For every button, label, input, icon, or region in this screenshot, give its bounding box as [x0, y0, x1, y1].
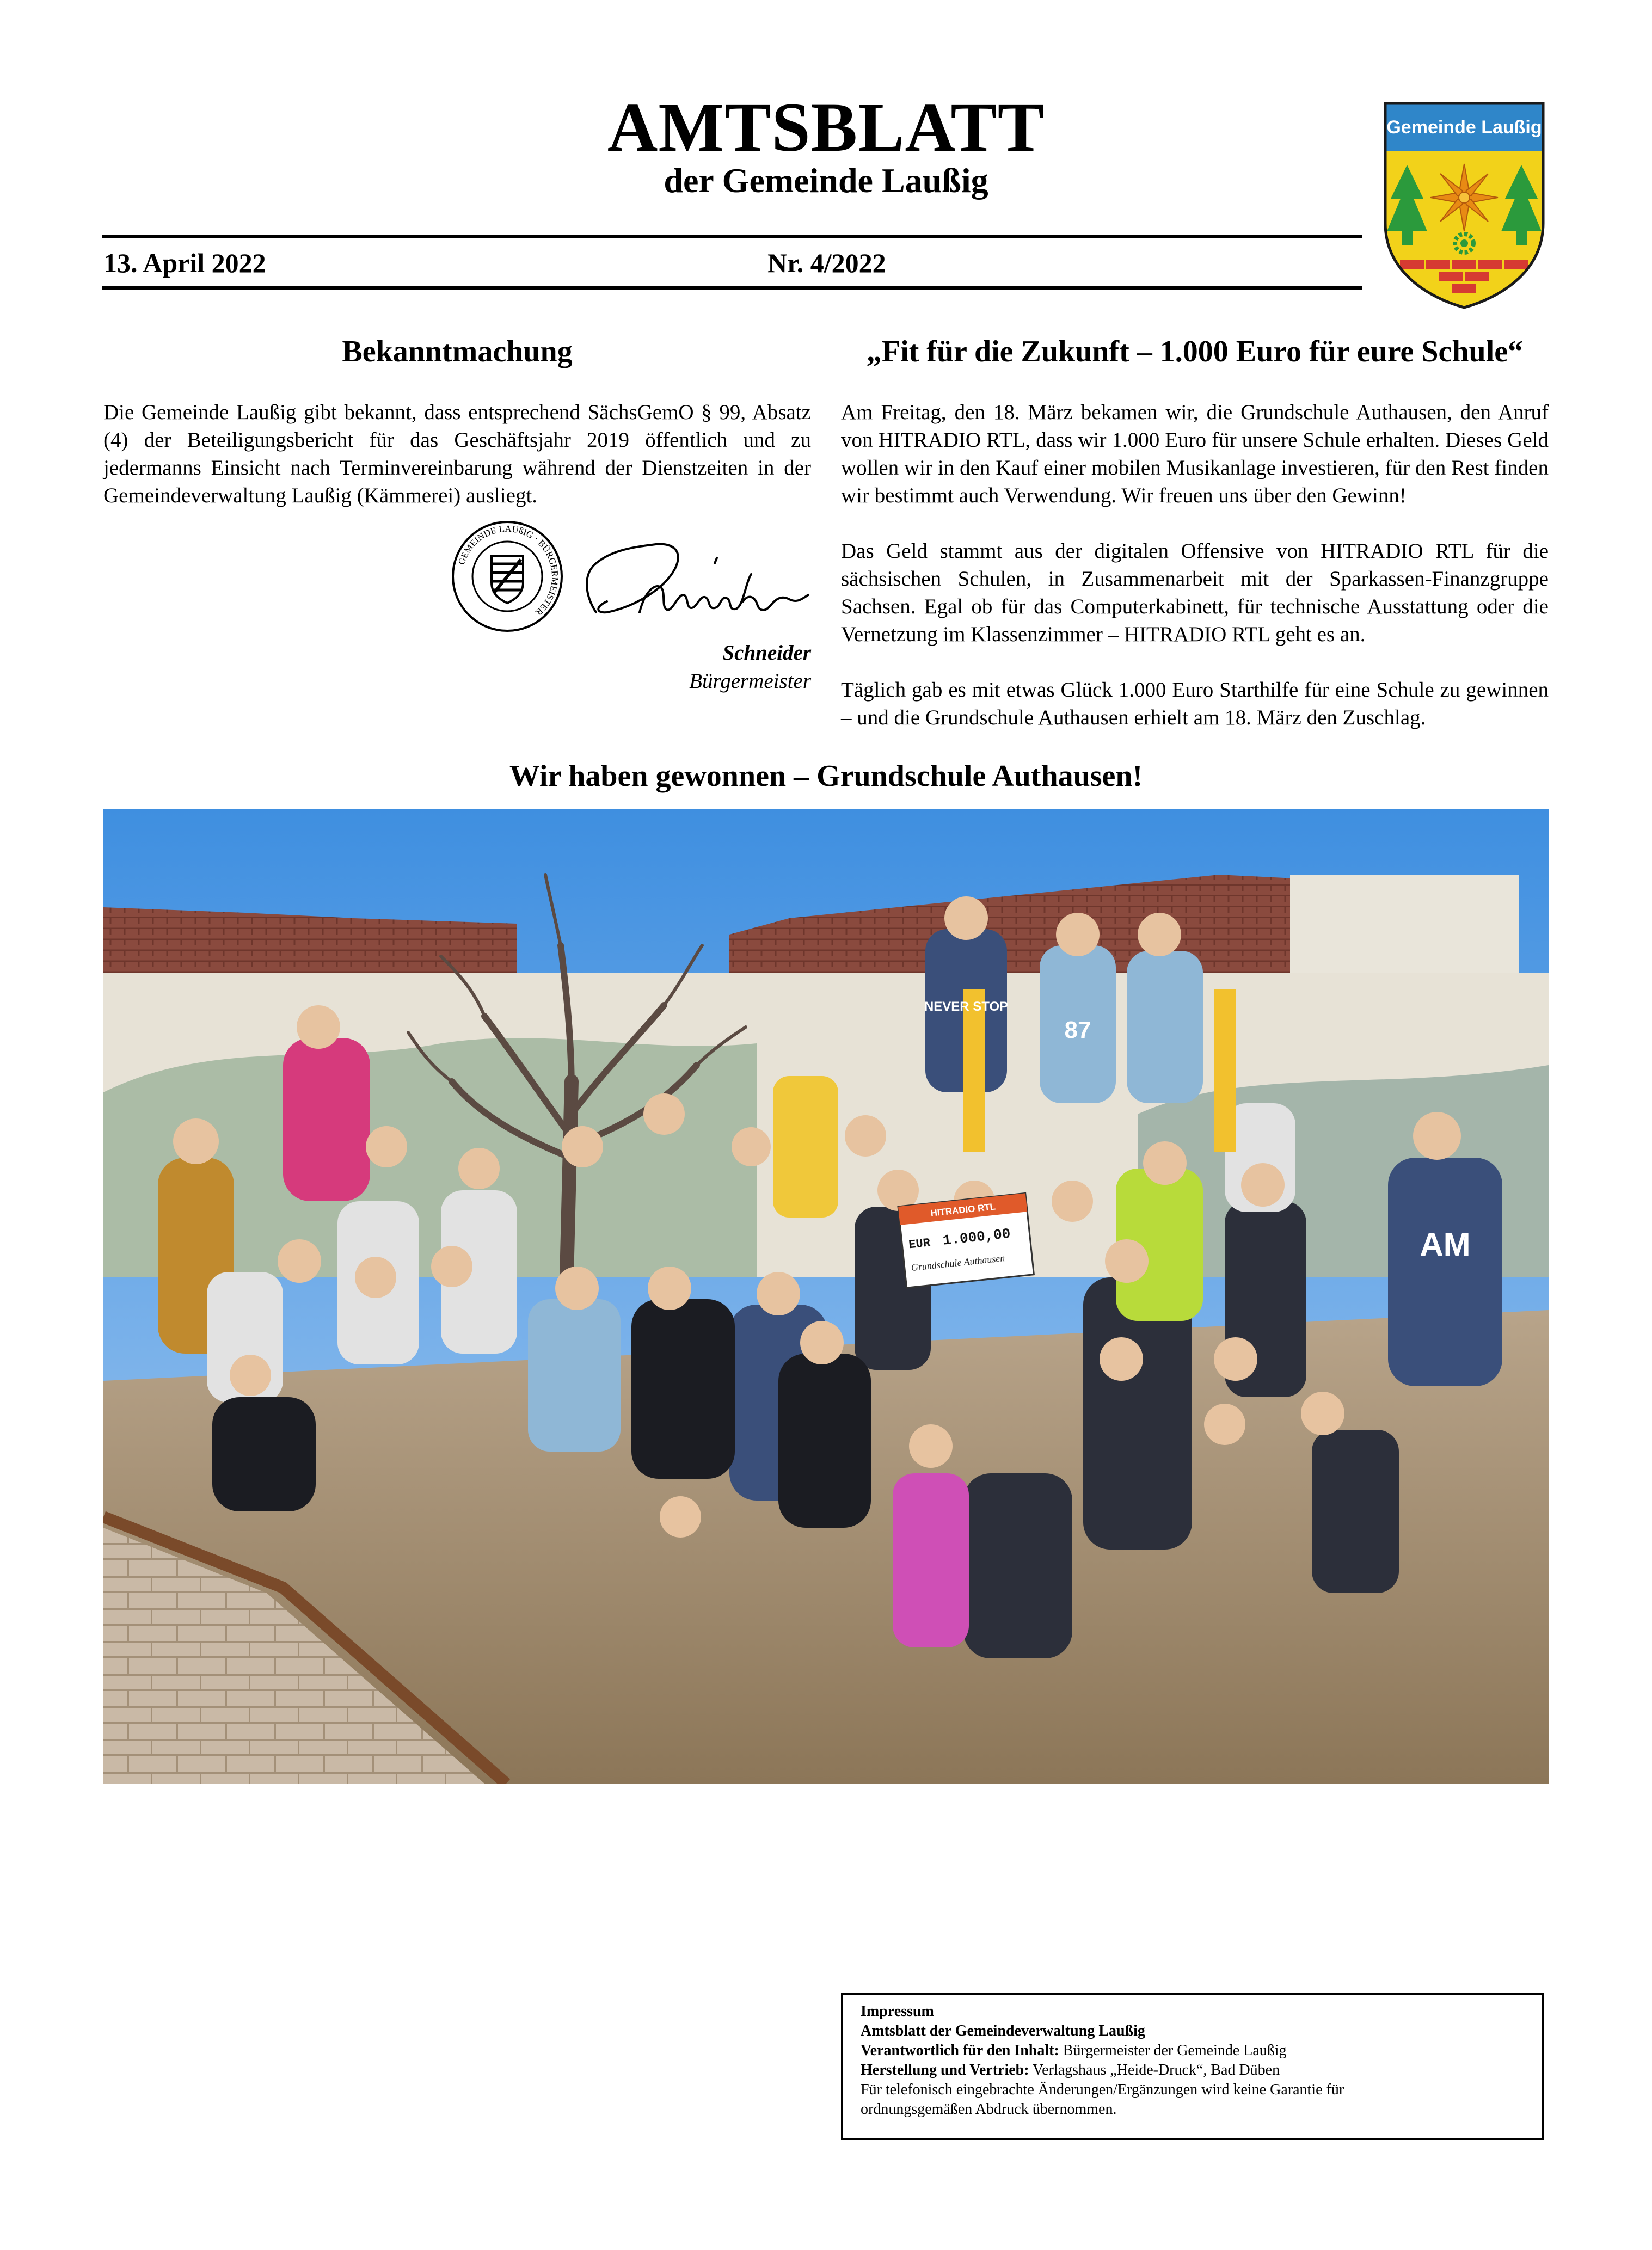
handwritten-signature — [574, 531, 816, 631]
cheque-brand: HITRADIO RTL — [930, 1201, 996, 1219]
impressum-box — [841, 1993, 1544, 2140]
signer-name: Schneider — [722, 641, 811, 665]
impressum-production-value: Verlagshaus „Heide-Druck“, Bad Düben — [1029, 2062, 1280, 2079]
photo-heading: Wir haben gewonnen – Grundschule Authausen! — [509, 759, 1143, 793]
impressum-production — [861, 2061, 1542, 2080]
newsletter-subtitle: der Gemeinde Laußig — [664, 161, 988, 200]
seal-text: GEMEINDE LAUßIG · BÜRGERMEISTER — [456, 523, 561, 618]
shirt-print: 87 — [1064, 1017, 1091, 1043]
crest-banner-text: Gemeinde Laußig — [1386, 117, 1542, 138]
group-photo — [103, 809, 1549, 1784]
impressum-responsible — [861, 2041, 1542, 2061]
notice-text: Die Gemeinde Laußig gibt bekannt, dass entsprechend SächsGemO § 99, Absatz (4) der Beteiligungsbericht für das Geschäftsjahr 2019 öffentlich und zu jedermanns Einsicht nach Terminvereinbarung während der Dienstzeiten in der Gemeindeverwaltung Laußig (Kämmerei) ausliegt. — [103, 401, 811, 507]
cheque-currency: EUR — [908, 1236, 931, 1252]
impressum-production-label: Herstellung und Vertrieb: — [861, 2062, 1029, 2079]
cheque-payee: Grundschule Authausen — [910, 1252, 1006, 1274]
impressum-disclaimer-1: Für telefonisch eingebrachte Änderungen/Ergänzungen wird keine Garantie für — [861, 2081, 1344, 2098]
impressum-disclaimer-2: ordnungsgemäßen Abdruck übernommen. — [861, 2101, 1117, 2118]
impressum-responsible-value: Bürgermeister der Gemeinde Laußig — [1059, 2042, 1287, 2059]
impressum-responsible-label: Verantwortlich für den Inhalt: — [861, 2042, 1059, 2059]
article-paragraph: Täglich gab es mit etwas Glück 1.000 Euro Starthilfe für eine Schule zu gewinnen – und die Grundschule Authausen erhielt am 18. März den Zuschlag. — [841, 678, 1549, 729]
shirt-print: AM — [1420, 1226, 1471, 1263]
official-seal-icon — [449, 518, 566, 635]
issue-number: Nr. 4/2022 — [767, 248, 886, 278]
article-paragraph: Am Freitag, den 18. März bekamen wir, die Grundschule Authausen, den Anruf von HITRADIO RTL, dass wir 1.000 Euro für unsere Schule erhalten. Dieses Geld wollen wir in den Kauf einer mobilen Musikanlage investieren, für den Rest finden wir bestimmt auch Verwendung. Wir freuen uns über den Gewinn! — [841, 401, 1549, 507]
municipal-crest-icon — [1383, 101, 1546, 310]
article-body — [841, 398, 1549, 759]
article-paragraph: Das Geld stammt aus der digitalen Offensive von HITRADIO RTL für die sächsischen Schulen, in Zusammenarbeit mit der Sparkassen-Finanzgruppe Sachsen. Egal ob für das Computerkabinett, für technische Ausstattung oder die Vernetzung im Klassenzimmer – HITRADIO RTL geht es an. — [841, 539, 1549, 646]
newsletter-title: AMTSBLATT — [607, 89, 1045, 166]
article-heading: „Fit für die Zukunft – 1.000 Euro für eure Schule“ — [866, 335, 1524, 368]
masthead-rule-bottom — [102, 286, 1362, 290]
prize-cheque — [898, 1193, 1034, 1288]
shirt-print: NEVER STOP — [924, 999, 1009, 1014]
masthead-rule-top — [102, 235, 1362, 238]
crest-sun — [1430, 164, 1498, 231]
impressum-publisher: Amtsblatt der Gemeindeverwaltung Laußig — [861, 2022, 1145, 2039]
notice-heading: Bekanntmachung — [342, 335, 573, 368]
cheque-amount: 1.000,00 — [942, 1225, 1011, 1249]
issue-date: 13. April 2022 — [103, 248, 266, 278]
impressum-heading: Impressum — [861, 2003, 934, 2020]
signer-title: Bürgermeister — [689, 669, 811, 693]
